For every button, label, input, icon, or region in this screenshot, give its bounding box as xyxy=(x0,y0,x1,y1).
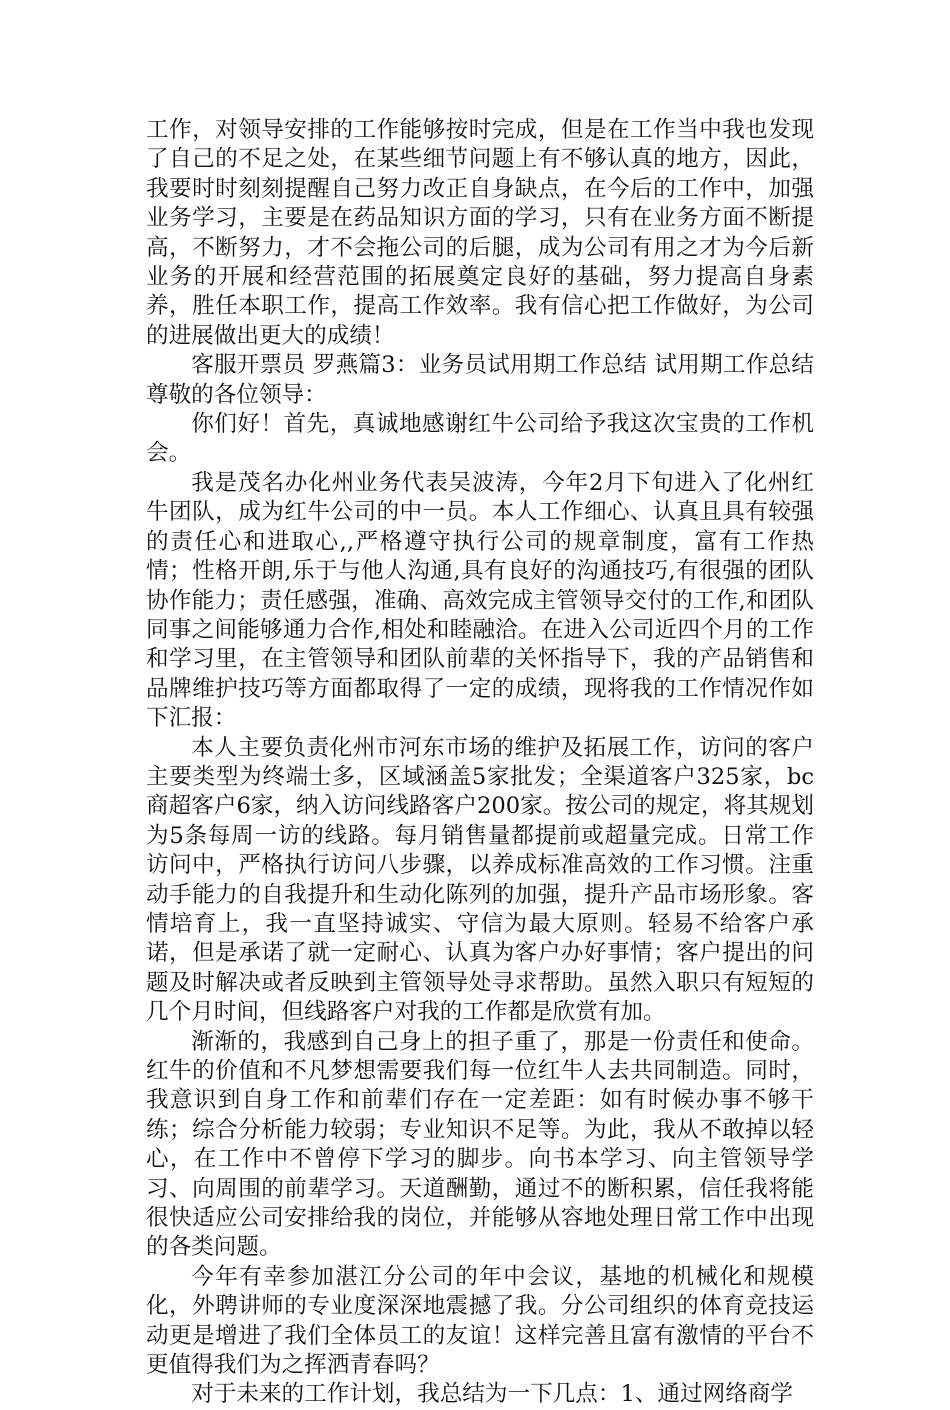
paragraph-continuation: 工作，对领导安排的工作能够按时完成，但是在工作当中我也发现了自己的不足之处，在某些细节问题上有不够认真的地方，因此，我要时时刻刻提醒自己努力改正自身缺点，在今后的工作中，加强业务学习，主要是在药品知识方面的学习，只有在业务方面不断提高，不断努力，才不会拖公司的后腿，成为公司有用之才为今后新业务的开展和经营范围的拓展奠定良好的基础，努力提高自身素养，胜任本职工作，提高工作效率。我有信心把工作做好，为公司的进展做出更大的成绩！ xyxy=(146,117,814,349)
paragraph-reflection: 渐渐的，我感到自己身上的担子重了，那是一份责任和使命。红牛的价值和不凡梦想需要我们每一位红牛人去共同制造。同时，我意识到自身工作和前辈们存在一定差距：如有时候办事不够干练；综合分析能力较弱；专业知识不足等。为此，我从不敢掉以轻心，在工作中不曾停下学习的脚步。向书本学习、向主管领导学习、向周围的前辈学习。天道酬勤，通过不的断积累，信任我将能很快适应公司安排给我的岗位，并能够从容地处理日常工作中出现的各类问题。 xyxy=(146,1028,814,1261)
paragraph-responsibilities: 本人主要负责化州市河东市场的维护及拓展工作，访问的客户主要类型为终端士多，区域涵盖5家批发；全渠道客户325家，bc商超客户6家，纳入访问线路客户200家。按公司的规定，将其规划为5条每周一访的线路。每月销售量都提前或超量完成。日常工作访问中，严格执行访问八步骤，以养成标准高效的工作习惯。注重动手能力的自我提升和生动化陈列的加强，提升产品市场形象。客情培育上，我一直坚持诚实、守信为最大原则。轻易不给客户承诺，但是承诺了就一定耐心、认真为客户办好事情；客户提出的问题及时解决或者反映到主管领导处寻求帮助。虽然入职只有短短的几个月时间，但线路客户对我的工作都是欣赏有加。 xyxy=(146,734,814,1026)
paragraph-future-plan: 对于未来的工作计划，我总结为一下几点：1、通过网络商学 xyxy=(191,1381,793,1408)
paragraph-greeting: 你们好！首先，真诚地感谢红牛公司给予我这次宝贵的工作机会。 xyxy=(146,411,814,467)
document-body xyxy=(146,116,814,1410)
paragraph-meeting: 今年有幸参加湛江分公司的年中会议，基地的机械化和规模化，外聘讲师的专业度深深地震撼了我。分公司组织的体育竞技运动更是增进了我们全体员工的友谊！这样完善且富有激情的平台不更值得我们为之挥洒青春吗？ xyxy=(146,1263,814,1379)
paragraph-heading: 客服开票员 罗燕篇3：业务员试用期工作总结 试用期工作总结 尊敬的各位领导： xyxy=(146,352,814,408)
paragraph-introduction: 我是茂名办化州业务代表吴波涛，今年2月下旬进入了化州红牛团队，成为红牛公司的中一员。本人工作细心、认真且具有较强的责任心和进取心,,严格遵守执行公司的规章制度，富有工作热情；性格开朗,乐于与他人沟通,具有良好的沟通技巧,有很强的团队协作能力；责任感强，准确、高效完成主管领导交付的工作,和团队同事之间能够通力合作,相处和睦融洽。在进入公司近四个月的工作和学习里，在主管领导和团队前辈的关怀指导下，我的产品销售和品牌维护技巧等方面都取得了一定的成绩，现将我的工作情况作如下汇报： xyxy=(146,469,814,732)
